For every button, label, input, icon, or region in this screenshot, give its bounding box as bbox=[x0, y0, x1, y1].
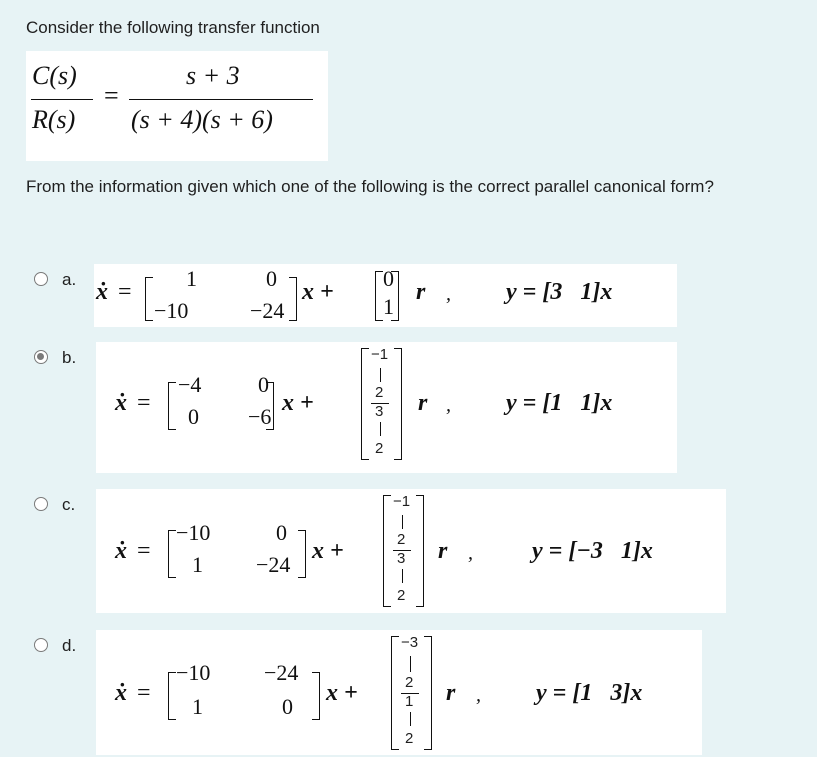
option-d-radio[interactable] bbox=[34, 638, 48, 652]
option-b-radio[interactable] bbox=[34, 350, 48, 364]
matrix-b-cell: 2 bbox=[375, 440, 384, 457]
option-d-card[interactable] bbox=[96, 630, 702, 755]
matrix-a-cell: −6 bbox=[248, 404, 272, 429]
tf-rhs-numerator: s + 3 bbox=[186, 61, 240, 90]
matrix-b-cell: 2 bbox=[405, 674, 414, 691]
output-equation: y = [1 1]x bbox=[506, 390, 613, 416]
r-variable: r bbox=[438, 538, 448, 564]
question-intro: Consider the following transfer function bbox=[26, 18, 320, 37]
matrix-b-cell: −3 bbox=[401, 634, 419, 651]
matrix-a-cell: 0 bbox=[282, 694, 293, 719]
matrix-b-cell: 1 bbox=[405, 693, 414, 710]
transfer-function-card bbox=[26, 51, 328, 161]
matrix-b-left-bracket bbox=[383, 495, 391, 607]
matrix-a-cell: 1 bbox=[192, 694, 203, 719]
matrix-b-separator bbox=[410, 712, 411, 726]
matrix-b-cell: 3 bbox=[397, 550, 406, 567]
matrix-b-cell: 2 bbox=[375, 384, 384, 401]
matrix-b-right-bracket bbox=[391, 271, 399, 321]
matrix-b-separator bbox=[402, 515, 403, 529]
matrix-a-cell: −24 bbox=[250, 298, 285, 323]
option-c-label: c. bbox=[62, 495, 76, 514]
matrix-a-cell: −24 bbox=[256, 552, 291, 577]
option-c-radio[interactable] bbox=[34, 497, 48, 511]
matrix-b-separator bbox=[410, 656, 411, 672]
output-equation: y = [−3 1]x bbox=[532, 538, 653, 564]
option-a-radio[interactable] bbox=[34, 272, 48, 286]
matrix-a-cell: 1 bbox=[186, 266, 197, 291]
tf-lhs-numerator: C(s) bbox=[32, 61, 77, 90]
option-b-label: b. bbox=[62, 348, 77, 367]
matrix-b-right-bracket bbox=[424, 636, 432, 750]
matrix-a-cell: 1 bbox=[192, 552, 203, 577]
matrix-b-cell: 0 bbox=[383, 266, 394, 291]
matrix-a-right-bracket bbox=[289, 277, 297, 321]
xdot: ẋ bbox=[96, 279, 108, 305]
question-prompt: From the information given which one of the following is the correct parallel canonical form? bbox=[26, 177, 714, 196]
matrix-b-cell: 2 bbox=[397, 531, 406, 548]
matrix-a-right-bracket bbox=[298, 530, 306, 578]
tf-lhs-fraction-bar bbox=[31, 99, 93, 100]
matrix-b-cell: 1 bbox=[383, 294, 394, 319]
matrix-b-separator bbox=[402, 569, 403, 583]
matrix-a-cell: −10 bbox=[176, 660, 211, 685]
matrix-a-cell: 0 bbox=[276, 520, 287, 545]
x-plus: x + bbox=[282, 390, 314, 416]
r-variable: r bbox=[418, 390, 428, 416]
xdot: ẋ bbox=[115, 390, 127, 416]
comma: , bbox=[476, 684, 481, 706]
tf-lhs-denominator: R(s) bbox=[32, 105, 76, 134]
output-equation: y = [3 1]x bbox=[506, 279, 613, 305]
xdot: ẋ bbox=[115, 680, 127, 706]
option-d-label: d. bbox=[62, 636, 77, 655]
matrix-a-cell: −10 bbox=[154, 298, 189, 323]
matrix-b-cell: 2 bbox=[405, 730, 414, 747]
matrix-b-right-bracket bbox=[394, 348, 402, 460]
matrix-a-right-bracket bbox=[312, 672, 320, 720]
equals: = bbox=[137, 538, 151, 564]
matrix-a-cell: −4 bbox=[178, 372, 202, 397]
matrix-b-cell: −1 bbox=[393, 493, 411, 510]
matrix-a-cell: 0 bbox=[266, 266, 277, 291]
matrix-b-cell: −1 bbox=[371, 346, 389, 363]
matrix-b-right-bracket bbox=[416, 495, 424, 607]
matrix-b-left-bracket bbox=[375, 271, 383, 321]
matrix-a-cell: 0 bbox=[258, 372, 269, 397]
option-c-card[interactable] bbox=[96, 489, 726, 613]
matrix-a-cell: −24 bbox=[264, 660, 299, 685]
matrix-a-cell: −10 bbox=[176, 520, 211, 545]
comma: , bbox=[446, 283, 451, 305]
matrix-b-cell: 3 bbox=[375, 403, 384, 420]
tf-rhs-denominator: (s + 4)(s + 6) bbox=[131, 105, 273, 134]
r-variable: r bbox=[416, 279, 426, 305]
r-variable: r bbox=[446, 680, 456, 706]
x-plus: x + bbox=[312, 538, 344, 564]
matrix-b-separator bbox=[380, 368, 381, 382]
matrix-a-left-bracket bbox=[145, 277, 153, 321]
matrix-a-right-bracket bbox=[266, 382, 274, 430]
matrix-a-cell: 0 bbox=[188, 404, 199, 429]
x-plus: x + bbox=[302, 279, 334, 305]
option-a-label: a. bbox=[62, 270, 77, 289]
matrix-b-left-bracket bbox=[361, 348, 369, 460]
matrix-a-left-bracket bbox=[168, 672, 176, 720]
output-equation: y = [1 3]x bbox=[536, 680, 643, 706]
option-b-card[interactable] bbox=[96, 342, 677, 473]
matrix-a-left-bracket bbox=[168, 382, 176, 430]
matrix-b-separator bbox=[380, 422, 381, 436]
matrix-b-cell: 2 bbox=[397, 587, 406, 604]
option-a-card[interactable] bbox=[94, 264, 677, 327]
matrix-b-left-bracket bbox=[391, 636, 399, 750]
equals: = bbox=[118, 279, 132, 305]
xdot: ẋ bbox=[115, 538, 127, 564]
tf-equals: = bbox=[104, 81, 119, 110]
equals: = bbox=[137, 680, 151, 706]
comma: , bbox=[446, 394, 451, 416]
matrix-a-left-bracket bbox=[168, 530, 176, 578]
comma: , bbox=[468, 542, 473, 564]
tf-rhs-fraction-bar bbox=[129, 99, 313, 100]
x-plus: x + bbox=[326, 680, 358, 706]
equals: = bbox=[137, 390, 151, 416]
